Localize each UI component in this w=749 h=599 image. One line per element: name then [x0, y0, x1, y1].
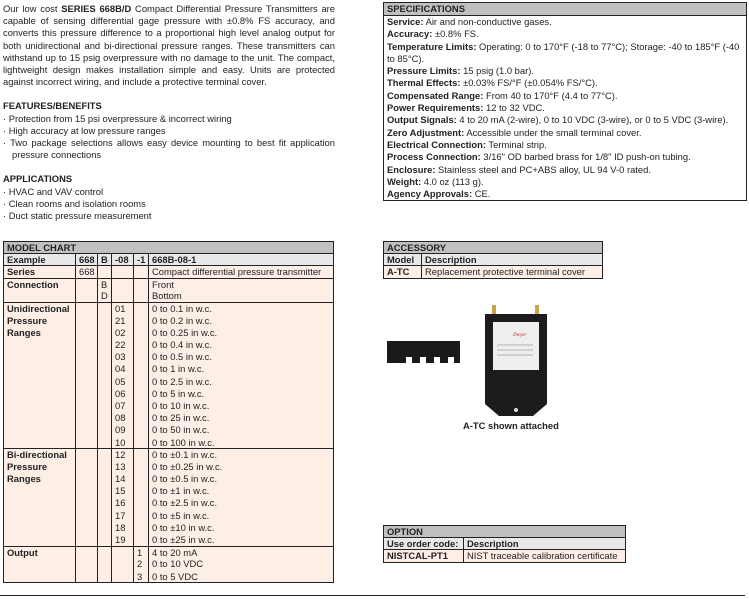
model-cell [76, 497, 98, 509]
model-cell [112, 558, 134, 570]
group-label [4, 534, 76, 546]
accessory-image-caption: A-TC shown attached [463, 420, 559, 431]
example-cell: 668B-08-1 [149, 254, 334, 266]
spec-value: 15 psig (1.0 bar). [460, 65, 534, 77]
group-label: Series [4, 266, 76, 278]
model-cell [98, 546, 112, 558]
spec-value: 4 to 20 mA (2-wire), 0 to 10 VDC (3-wire), or 0 to 5 VDC (3-wire). [456, 114, 729, 126]
model-cell [134, 278, 149, 290]
spec-item [384, 90, 746, 102]
spec-value: 3/16" OD barbed brass for 1/8" ID push-on tubing. [480, 151, 691, 163]
model-cell [98, 327, 112, 339]
table-row [4, 558, 334, 570]
model-cell [98, 400, 112, 412]
model-cell [134, 412, 149, 424]
example-cell: Example [4, 254, 76, 266]
model-cell [134, 461, 149, 473]
column-header: Description [422, 254, 603, 266]
model-cell [76, 424, 98, 436]
model-cell [76, 461, 98, 473]
model-cell [76, 412, 98, 424]
model-cell [98, 424, 112, 436]
group-label: Output [4, 546, 76, 558]
model-cell [98, 485, 112, 497]
spec-colon: : [432, 163, 436, 175]
model-cell [76, 327, 98, 339]
model-cell: 3 [134, 571, 149, 583]
model-cell [98, 558, 112, 570]
model-cell [134, 376, 149, 388]
spec-item [384, 188, 746, 200]
option-code: NISTCAL-PT1 [384, 550, 464, 562]
group-label [4, 400, 76, 412]
model-cell [98, 534, 112, 546]
spec-item [384, 28, 746, 40]
model-cell [134, 339, 149, 351]
example-cell: B [98, 254, 112, 266]
spec-item [384, 139, 746, 151]
spec-label: Power Requirements [387, 102, 481, 114]
model-cell: 07 [112, 400, 134, 412]
spec-colon: : [468, 188, 473, 200]
table-row [4, 278, 334, 290]
model-cell [76, 388, 98, 400]
option-title: OPTION [384, 526, 626, 538]
model-cell: 0 to ±1 in w.c. [149, 485, 334, 497]
model-cell [134, 473, 149, 485]
spec-label: Compensated Range [387, 89, 481, 101]
model-cell: 04 [112, 363, 134, 375]
model-cell: 08 [112, 412, 134, 424]
table-row [4, 522, 334, 534]
table-row [4, 424, 334, 436]
model-cell: 0 to ±2.5 in w.c. [149, 497, 334, 509]
list-item: · Protection from 15 psi overpressure & incorrect wiring [3, 113, 335, 125]
accessory-title: ACCESSORY [384, 242, 603, 254]
table-row [4, 485, 334, 497]
spec-colon: : [482, 138, 486, 150]
model-cell [98, 497, 112, 509]
model-cell [134, 510, 149, 522]
spec-label: Accuracy [387, 28, 430, 40]
spec-item [384, 151, 746, 163]
model-cell: 668 [76, 266, 98, 278]
spec-colon: : [457, 77, 461, 89]
model-cell [76, 522, 98, 534]
model-cell: 0 to 5 VDC [149, 571, 334, 583]
group-label [4, 571, 76, 583]
group-label: Pressure [4, 315, 76, 327]
model-cell [112, 546, 134, 558]
table-row [4, 571, 334, 583]
spec-colon: : [480, 102, 484, 114]
model-cell: 15 [112, 485, 134, 497]
model-cell: 0 to 0.2 in w.c. [149, 315, 334, 327]
group-label [4, 388, 76, 400]
specifications-box [383, 2, 747, 201]
model-cell [76, 302, 98, 314]
series-name: SERIES 668B/D [61, 3, 132, 14]
model-cell: 02 [112, 327, 134, 339]
model-cell [98, 351, 112, 363]
model-cell [76, 571, 98, 583]
spec-value: Terminal strip. [485, 138, 547, 150]
accessory-model: A-TC [384, 266, 422, 278]
spec-item [384, 176, 746, 188]
spec-item [384, 127, 746, 139]
model-cell [134, 497, 149, 509]
accessory-description: Replacement protective terminal cover [422, 266, 603, 278]
spec-item [384, 102, 746, 114]
model-cell [76, 376, 98, 388]
group-label [4, 412, 76, 424]
model-cell [112, 266, 134, 278]
spec-value: Operating: 0 to 170°F (-18 to 77°C); Storage: -40 to 185°F (-40 to 85°C). [387, 40, 740, 64]
page-divider [0, 595, 745, 596]
table-row [4, 437, 334, 449]
model-chart-table [3, 241, 334, 583]
accessory-table [383, 241, 603, 279]
model-cell [134, 449, 149, 461]
table-row [4, 376, 334, 388]
model-cell [112, 278, 134, 290]
spec-label: Weight [387, 175, 419, 187]
applications-list [3, 186, 335, 223]
model-cell: 0 to 5 in w.c. [149, 388, 334, 400]
model-cell: 0 to ±5 in w.c. [149, 510, 334, 522]
list-item: · HVAC and VAV control [3, 186, 335, 198]
spec-colon: : [420, 16, 424, 27]
model-cell [76, 315, 98, 327]
specifications-list [384, 16, 746, 200]
model-cell: 0 to 0.4 in w.c. [149, 339, 334, 351]
model-cell [134, 424, 149, 436]
example-cell: -08 [112, 254, 134, 266]
model-cell [76, 546, 98, 558]
table-row [4, 363, 334, 375]
model-cell [134, 485, 149, 497]
model-cell: 0 to 25 in w.c. [149, 412, 334, 424]
spec-colon: : [461, 126, 465, 138]
model-cell [98, 510, 112, 522]
model-cell [76, 351, 98, 363]
terminal-cover-product-image [385, 300, 550, 418]
spec-colon: : [473, 40, 477, 52]
model-cell [76, 485, 98, 497]
model-cell: 1 [134, 546, 149, 558]
spec-colon: : [480, 89, 484, 101]
model-cell: 0 to 2.5 in w.c. [149, 376, 334, 388]
spec-item [384, 16, 746, 28]
spec-value: 4.0 oz (113 g). [421, 175, 484, 187]
model-cell: 05 [112, 376, 134, 388]
terminal-cover-image [387, 341, 460, 363]
model-cell [76, 558, 98, 570]
table-row [4, 266, 334, 278]
group-label: Bi-directional [4, 449, 76, 461]
spec-item [384, 41, 746, 66]
group-label: Ranges [4, 473, 76, 485]
model-cell [112, 571, 134, 583]
group-label [4, 522, 76, 534]
model-cell [134, 315, 149, 327]
model-cell [98, 388, 112, 400]
column-header: Use order code: [384, 538, 464, 550]
model-cell [98, 363, 112, 375]
group-label [4, 376, 76, 388]
model-cell: 21 [112, 315, 134, 327]
table-row [4, 290, 334, 302]
model-cell [76, 400, 98, 412]
group-label [4, 351, 76, 363]
model-cell: 13 [112, 461, 134, 473]
table-row [4, 412, 334, 424]
model-cell [98, 461, 112, 473]
table-row [4, 510, 334, 522]
model-cell [134, 522, 149, 534]
table-row [4, 302, 334, 314]
model-cell [76, 534, 98, 546]
table-row [4, 315, 334, 327]
spec-label: Pressure Limits [387, 65, 458, 77]
spec-label: Thermal Effects [387, 77, 458, 89]
model-cell: 18 [112, 522, 134, 534]
model-cell: 0 to 100 in w.c. [149, 437, 334, 449]
example-cell: -1 [134, 254, 149, 266]
table-row [4, 497, 334, 509]
model-cell: 0 to ±0.1 in w.c. [149, 449, 334, 461]
table-row [4, 534, 334, 546]
list-item: · High accuracy at low pressure ranges [3, 125, 335, 137]
table-row [4, 339, 334, 351]
spec-label: Agency Approvals [387, 188, 469, 200]
spec-value: From 40 to 170°F (4.4 to 77°C). [483, 89, 618, 101]
model-cell: 09 [112, 424, 134, 436]
features-heading: FEATURES/BENEFITS [3, 100, 102, 112]
table-row [4, 327, 334, 339]
model-cell [134, 327, 149, 339]
group-label [4, 290, 76, 302]
spec-colon: : [453, 114, 457, 126]
svg-text:Dwyer: Dwyer [513, 333, 527, 338]
model-cell [98, 473, 112, 485]
model-cell [134, 400, 149, 412]
model-chart-title: MODEL CHART [4, 242, 334, 254]
spec-label: Process Connection [387, 151, 478, 163]
model-cell: 4 to 20 mA [149, 546, 334, 558]
list-item: · Two package selections allows easy device mounting to best fit application pressure connections [3, 137, 335, 161]
spec-item [384, 65, 746, 77]
example-row [4, 254, 334, 266]
model-cell: 0 to 0.25 in w.c. [149, 327, 334, 339]
model-cell: 14 [112, 473, 134, 485]
table-row [4, 473, 334, 485]
list-item: · Duct static pressure measurement [3, 210, 335, 222]
spec-value: Air and non-conductive gases. [423, 16, 552, 27]
spec-colon: : [429, 28, 433, 40]
model-cell: 10 [112, 437, 134, 449]
option-table [383, 525, 626, 563]
specifications-title: SPECIFICATIONS [384, 3, 746, 16]
model-cell: 12 [112, 449, 134, 461]
group-label [4, 363, 76, 375]
model-cell [76, 473, 98, 485]
model-cell: Compact differential pressure transmitter [149, 266, 334, 278]
model-cell [98, 522, 112, 534]
model-cell [134, 266, 149, 278]
model-cell [134, 437, 149, 449]
model-cell: 16 [112, 497, 134, 509]
model-cell [76, 437, 98, 449]
model-cell [76, 290, 98, 302]
model-cell: 06 [112, 388, 134, 400]
model-cell: 17 [112, 510, 134, 522]
table-row [4, 351, 334, 363]
model-cell [98, 302, 112, 314]
model-cell [98, 449, 112, 461]
group-label [4, 339, 76, 351]
model-cell: 01 [112, 302, 134, 314]
model-cell [98, 412, 112, 424]
model-cell [112, 290, 134, 302]
model-cell [76, 339, 98, 351]
spec-colon: : [418, 175, 422, 187]
group-label [4, 510, 76, 522]
spec-item [384, 114, 746, 126]
intro-paragraph: Our low cost SERIES 668B/D Compact Differential Pressure Transmitters are capable of sensing differential gage pressure with ±0.8% FS accuracy, and converts this pressure difference to a proportional high level analog output for both unidirectional and bi-directional pressure ranges. These transmitters can withstand up to 15 psig overpressure with no damage to the unit. The compact, lightweight design makes installation simple and easy. Units are protected against incorrect wiring, and include a protective terminal cover. [3, 3, 336, 88]
list-item: · Clean rooms and isolation rooms [3, 198, 335, 210]
group-label [4, 558, 76, 570]
spec-label: Electrical Connection [387, 138, 483, 150]
table-row [4, 400, 334, 412]
table-row [4, 449, 334, 461]
table-row [4, 388, 334, 400]
group-label: Pressure [4, 461, 76, 473]
model-cell: 0 to ±10 in w.c. [149, 522, 334, 534]
model-cell: 0 to ±0.25 in w.c. [149, 461, 334, 473]
model-cell [134, 351, 149, 363]
model-cell [134, 302, 149, 314]
spec-colon: : [457, 65, 461, 77]
option-description: NIST traceable calibration certificate [464, 550, 626, 562]
model-cell: B [98, 278, 112, 290]
model-cell: 0 to ±0.5 in w.c. [149, 473, 334, 485]
model-cell: 0 to 0.5 in w.c. [149, 351, 334, 363]
group-label: Connection [4, 278, 76, 290]
spec-value: Stainless steel and PC+ABS alloy, UL 94 V-0 rated. [435, 163, 651, 175]
group-label [4, 485, 76, 497]
example-cell: 668 [76, 254, 98, 266]
model-cell [76, 449, 98, 461]
spec-item [384, 164, 746, 176]
model-cell [98, 266, 112, 278]
model-cell: D [98, 290, 112, 302]
group-label [4, 437, 76, 449]
table-row [4, 546, 334, 558]
group-label: Unidirectional [4, 302, 76, 314]
model-cell [98, 315, 112, 327]
model-cell: 0 to 10 in w.c. [149, 400, 334, 412]
model-cell: 2 [134, 558, 149, 570]
model-cell: 0 to 10 VDC [149, 558, 334, 570]
model-cell [98, 437, 112, 449]
model-cell: 19 [112, 534, 134, 546]
spec-value: ±0.8% FS. [432, 28, 479, 40]
model-cell: 0 to 1 in w.c. [149, 363, 334, 375]
group-label [4, 497, 76, 509]
model-cell: 03 [112, 351, 134, 363]
spec-label: Output Signals [387, 114, 454, 126]
model-cell [98, 376, 112, 388]
group-label: Ranges [4, 327, 76, 339]
transmitter-image [485, 305, 547, 416]
model-cell [98, 339, 112, 351]
model-cell: Front [149, 278, 334, 290]
spec-item [384, 77, 746, 89]
column-header: Description [464, 538, 626, 550]
table-row [4, 461, 334, 473]
features-list [3, 113, 335, 162]
model-cell [134, 363, 149, 375]
spec-label: Enclosure [387, 163, 433, 175]
spec-value: Accessible under the small terminal cover. [464, 126, 642, 138]
spec-colon: : [477, 151, 481, 163]
group-label [4, 424, 76, 436]
spec-value: CE. [472, 188, 491, 200]
model-cell [76, 510, 98, 522]
model-cell: 0 to ±25 in w.c. [149, 534, 334, 546]
spec-label: Temperature Limits [387, 40, 474, 52]
spec-label: Zero Adjustment [387, 126, 462, 138]
model-cell [134, 388, 149, 400]
model-cell [98, 571, 112, 583]
model-cell: Bottom [149, 290, 334, 302]
spec-label: Service [387, 16, 421, 27]
applications-heading: APPLICATIONS [3, 173, 73, 185]
model-cell: 0 to 0.1 in w.c. [149, 302, 334, 314]
spec-value: ±0.03% FS/°F (±0.054% FS/°C). [460, 77, 598, 89]
model-cell: 22 [112, 339, 134, 351]
spec-value: 12 to 32 VDC. [483, 102, 545, 114]
column-header: Model [384, 254, 422, 266]
model-cell [76, 363, 98, 375]
model-cell [134, 534, 149, 546]
model-cell [76, 278, 98, 290]
model-cell: 0 to 50 in w.c. [149, 424, 334, 436]
model-cell [134, 290, 149, 302]
product-description [3, 3, 335, 222]
